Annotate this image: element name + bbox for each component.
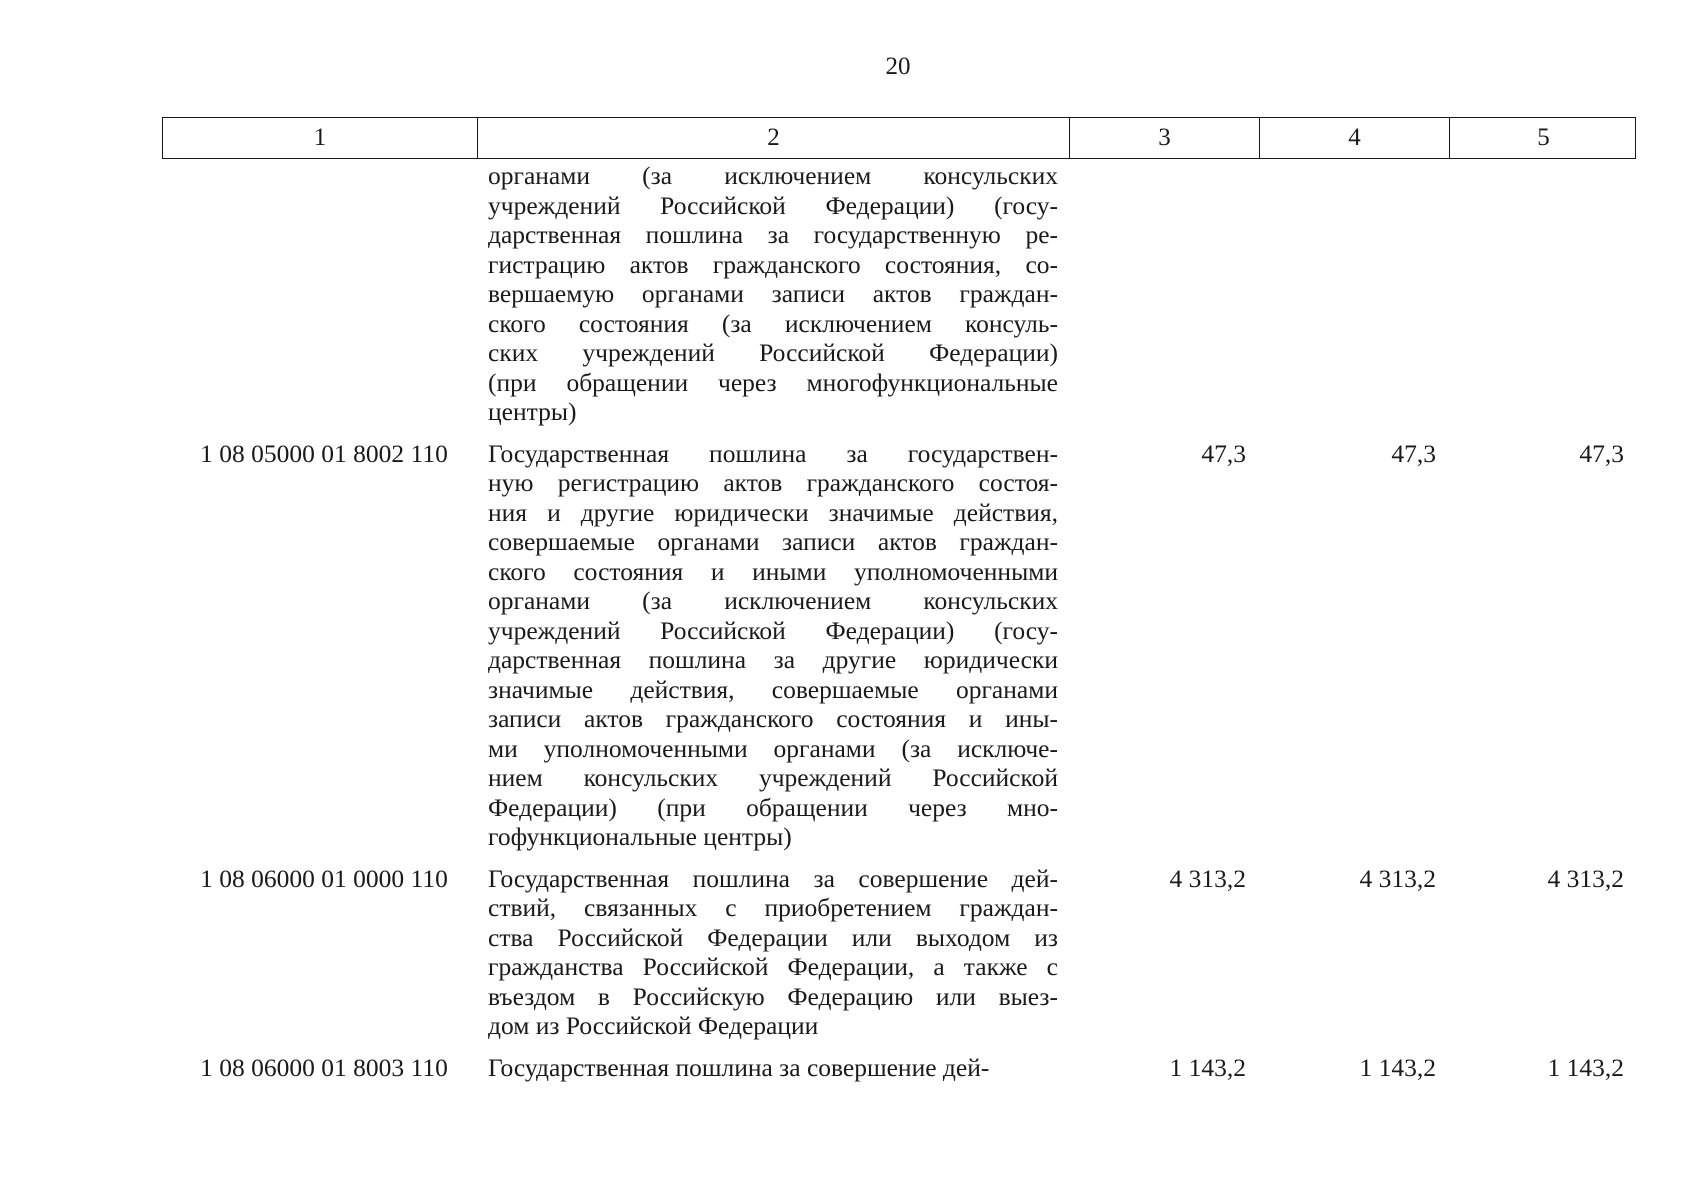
description-line: Государственная пошлина за совершение дей- [488,863,1058,893]
amount-column-3: 1 143,2 [1169,1052,1246,1082]
description-line: записи актов гражданского состояния и ины- [488,704,1058,733]
description-line: нием консульских учреждений Российской [488,763,1058,792]
description-line: ствий, связанных с приобретением граждан- [488,893,1058,922]
description-line: центры) [488,397,577,426]
amount-column-4: 1 143,2 [1359,1052,1436,1082]
description-line: въездом в Российскую Федерацию или выез- [488,981,1058,1011]
amount-column-4 [1258,161,1448,427]
column-header-2: 2 [477,118,1069,158]
description-line: вершаемую органами записи актов граждан- [488,279,1058,308]
column-header-1: 1 [313,124,327,151]
table-body [162,161,1636,1082]
revenue-code: 1 08 06000 01 8003 110 [200,1052,448,1082]
column-header-5: 5 [1449,118,1637,158]
revenue-description [476,161,1068,427]
description-line: дарственная пошлина за другие юридически [488,645,1058,674]
amount-column-5: 1 143,2 [1547,1052,1624,1082]
description-line: ского состояния (за исключением консуль- [488,308,1058,338]
revenue-table [162,117,1636,1082]
description-line: гражданства Российской Федерации, а также с [488,952,1058,981]
amount-column-3: 4 313,2 [1169,863,1246,893]
table-row [162,1053,1636,1083]
amount-column-5: 47,3 [1579,438,1624,468]
amount-column-4: 47,3 [1391,438,1436,468]
description-line: Государственная пошлина за совершение дей- [488,1052,990,1082]
description-line: ства Российской Федерации или выходом из [488,922,1058,952]
description-line: гистрацию актов гражданского состояния, со- [488,249,1058,279]
description-line: значимые действия, совершаемые органами [488,674,1058,704]
table-row [162,439,1636,852]
amount-column-5: 4 313,2 [1547,863,1624,893]
amount-column-3: 47,3 [1201,438,1246,468]
table-header [162,117,1636,159]
revenue-code: 1 08 06000 01 0000 110 [200,863,448,893]
table-row [162,161,1636,427]
description-line: Государственная пошлина за государствен- [488,438,1058,468]
description-line: Федерации) (при обращении через мно- [488,792,1058,822]
table-row [162,864,1636,1041]
description-line: дом из Российской Федерации [488,1011,819,1040]
revenue-description [476,439,1068,852]
column-header-4: 4 [1259,118,1449,158]
description-line: органами (за исключением консульских [488,161,1058,190]
description-line: учреждений Российской Федерации) (госу- [488,190,1058,220]
revenue-description [476,1053,1068,1083]
description-line: (при обращении через многофункциональные [488,367,1058,397]
page-number: 20 [885,53,911,80]
column-header-3: 3 [1069,118,1259,158]
amount-column-5 [1448,161,1636,427]
description-line: ния и другие юридически значимые действия, [488,497,1058,527]
amount-column-4: 4 313,2 [1359,863,1436,893]
description-line: учреждений Российской Федерации) (госу- [488,615,1058,645]
description-line: ную регистрацию актов гражданского состоя- [488,468,1058,497]
description-line: совершаемые органами записи актов граждан- [488,527,1058,556]
description-line: ского состояния и иными уполномоченными [488,556,1058,586]
revenue-description [476,864,1068,1041]
description-line: дарственная пошлина за государственную ре- [488,220,1058,249]
revenue-code [162,161,476,427]
description-line: органами (за исключением консульских [488,586,1058,615]
amount-column-3 [1068,161,1258,427]
description-line: гофункциональные центры) [488,822,792,851]
description-line: ми уполномоченными органами (за исключе- [488,733,1058,763]
revenue-code: 1 08 05000 01 8002 110 [200,438,448,468]
description-line: ских учреждений Российской Федерации) [488,338,1058,367]
